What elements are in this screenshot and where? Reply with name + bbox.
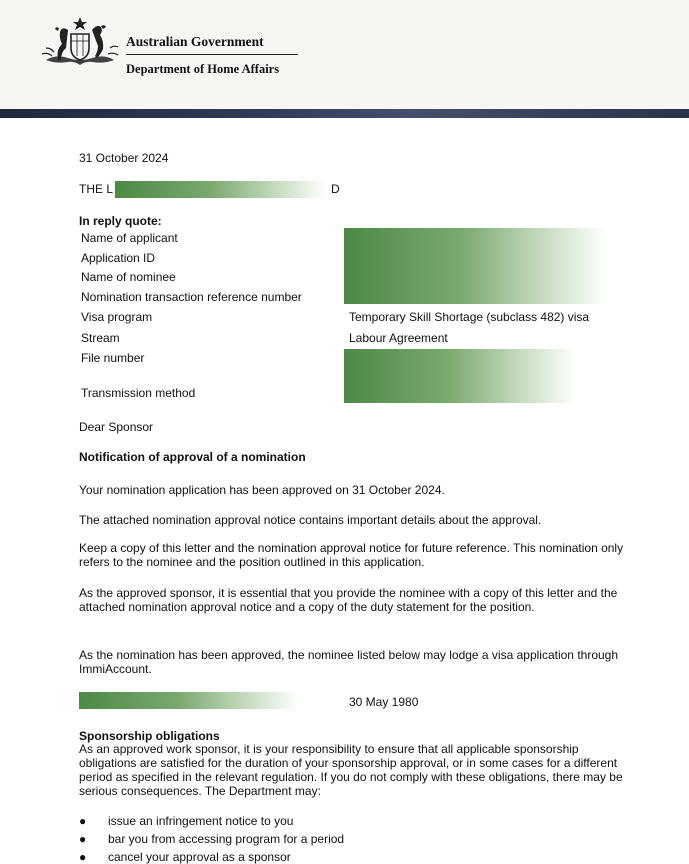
field-label: Visa program <box>81 310 153 324</box>
letterhead <box>0 0 689 109</box>
addressee-start: THE L <box>79 182 114 196</box>
addressee-end: D <box>331 182 340 196</box>
field-label: Nomination transaction reference number <box>81 290 302 304</box>
field-label: Transmission method <box>81 386 196 400</box>
letter-subject: Notification of approval of a nomination <box>79 450 306 464</box>
field-label: File number <box>81 351 145 365</box>
body-paragraph: The attached nomination approval notice contains important details about the approval. <box>79 513 542 527</box>
visa-program-value: Temporary Skill Shortage (subclass 482) visa <box>349 310 590 324</box>
body-paragraph: As the approved sponsor, it is essential that you provide the nominee with a copy of this letter and the attached nomination approval notice and a copy of the duty statement for the position. <box>79 586 618 614</box>
reply-quote-heading: In reply quote: <box>79 214 162 228</box>
redaction-block <box>115 181 327 198</box>
bullet-icon: ● <box>79 850 87 864</box>
header-band <box>0 109 689 118</box>
header-divider <box>126 54 298 55</box>
letter-date: 31 October 2024 <box>79 151 169 165</box>
department-name: Department of Home Affairs <box>126 62 280 76</box>
redaction-block <box>344 349 576 403</box>
body-paragraph: As the nomination has been approved, the nominee listed below may lodge a visa application through ImmiAccount. <box>79 648 619 676</box>
bullet-icon: ● <box>79 814 87 828</box>
list-item-text: issue an infringement notice to you <box>108 814 294 828</box>
field-label: Name of applicant <box>81 231 178 245</box>
list-item-text: cancel your approval as a sponsor <box>108 850 291 864</box>
field-label: Application ID <box>81 251 156 265</box>
redaction-block <box>344 228 606 304</box>
coat-of-arms-icon <box>40 14 120 72</box>
bullet-icon: ● <box>79 832 87 846</box>
field-label: Stream <box>81 331 120 345</box>
redaction-block <box>79 692 299 709</box>
obligations-paragraph: As an approved work sponsor, it is your responsibility to ensure that all applicable sponsorship obligations are satisfied for the duration of your sponsorship approval, or in some cases for a different period as specified in the relevant regulation. If you do not comply with these obligations, there may be serious consequences. The Department may: <box>79 742 623 798</box>
salutation: Dear Sponsor <box>79 420 154 434</box>
body-paragraph: Keep a copy of this letter and the nomination approval notice for future reference. This nomination only refers to the nominee and the position outlined in this application. <box>79 541 624 569</box>
nominee-date-of-birth: 30 May 1980 <box>349 695 419 709</box>
obligations-heading: Sponsorship obligations <box>79 729 220 743</box>
stream-value: Labour Agreement <box>349 331 448 345</box>
government-name: Australian Government <box>126 34 264 49</box>
body-paragraph: Your nomination application has been approved on 31 October 2024. <box>79 483 445 497</box>
field-label: Name of nominee <box>81 270 176 284</box>
list-item-text: bar you from accessing program for a period <box>108 832 345 846</box>
